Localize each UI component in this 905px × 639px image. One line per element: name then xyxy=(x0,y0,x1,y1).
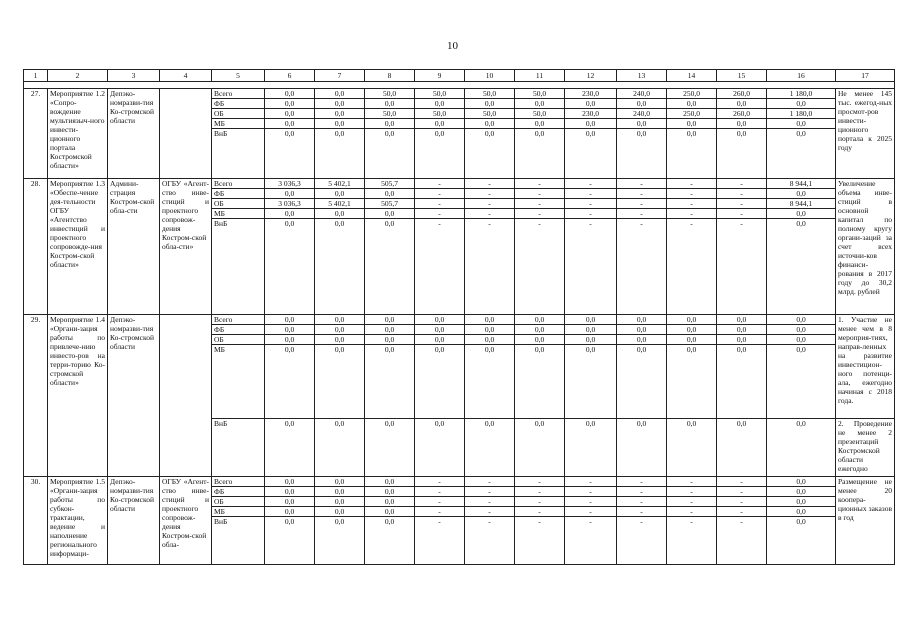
value-cell: 0,0 xyxy=(465,325,515,335)
value-cell: - xyxy=(617,477,667,487)
value-cell: 0,0 xyxy=(365,129,415,179)
header-cell: 14 xyxy=(667,70,717,82)
value-cell: - xyxy=(515,507,565,517)
value-cell: 0,0 xyxy=(465,419,515,477)
value-cell: - xyxy=(515,517,565,565)
page-number: 10 xyxy=(447,40,458,52)
header-cell: 10 xyxy=(465,70,515,82)
value-cell: 240,0 xyxy=(617,89,667,99)
value-cell: - xyxy=(515,199,565,209)
value-cell: - xyxy=(667,497,717,507)
value-cell: 0,0 xyxy=(315,517,365,565)
value-cell: - xyxy=(515,497,565,507)
value-cell: - xyxy=(717,179,767,189)
value-cell: 0,0 xyxy=(515,345,565,419)
value-cell: 0,0 xyxy=(315,487,365,497)
value-cell: 0,0 xyxy=(565,335,617,345)
value-cell: - xyxy=(667,517,717,565)
value-cell: 0,0 xyxy=(465,345,515,419)
value-cell: 0,0 xyxy=(667,419,717,477)
executor-cell: Админи-страция Костром-ской обла-сти xyxy=(108,179,160,315)
value-cell: 0,0 xyxy=(515,99,565,109)
value-cell: 505,7 xyxy=(365,179,415,189)
value-cell: 0,0 xyxy=(315,325,365,335)
value-cell: - xyxy=(667,199,717,209)
value-cell: - xyxy=(465,189,515,199)
value-cell: 0,0 xyxy=(617,99,667,109)
value-cell: 0,0 xyxy=(565,325,617,335)
header-cell: 8 xyxy=(365,70,415,82)
value-cell: 0,0 xyxy=(767,129,836,179)
value-cell: 0,0 xyxy=(315,89,365,99)
value-cell: - xyxy=(717,487,767,497)
header-cell: 12 xyxy=(565,70,617,82)
value-cell: - xyxy=(465,209,515,219)
funding-source: МБ xyxy=(212,345,265,419)
header-cell: 9 xyxy=(415,70,465,82)
value-cell: 0,0 xyxy=(265,477,315,487)
header-cell: 3 xyxy=(108,70,160,82)
value-cell: - xyxy=(515,189,565,199)
value-cell: 0,0 xyxy=(315,129,365,179)
value-cell: 0,0 xyxy=(465,335,515,345)
value-cell: 50,0 xyxy=(415,89,465,99)
value-cell: 0,0 xyxy=(565,119,617,129)
value-cell: 0,0 xyxy=(315,497,365,507)
value-cell: 0,0 xyxy=(767,325,836,335)
value-cell: 0,0 xyxy=(617,129,667,179)
value-cell: 0,0 xyxy=(767,477,836,487)
value-cell: - xyxy=(415,189,465,199)
value-cell: 0,0 xyxy=(265,335,315,345)
value-cell: 250,0 xyxy=(667,89,717,99)
participant-cell: ОГБУ «Агент-ство инве-стиций и проектного сопровож-дения Костром-ской обла- xyxy=(160,477,212,565)
value-cell: - xyxy=(667,487,717,497)
table-row xyxy=(24,89,895,99)
executor-cell: Депэко-номразви-тия Ко-стромской области xyxy=(108,315,160,477)
value-cell: - xyxy=(465,179,515,189)
value-cell: 0,0 xyxy=(365,345,415,419)
funding-source: МБ xyxy=(212,209,265,219)
value-cell: 0,0 xyxy=(265,129,315,179)
value-cell: 0,0 xyxy=(465,99,515,109)
value-cell: 0,0 xyxy=(617,345,667,419)
value-cell: 0,0 xyxy=(265,209,315,219)
value-cell: 0,0 xyxy=(515,315,565,325)
header-cell: 13 xyxy=(617,70,667,82)
value-cell: 0,0 xyxy=(767,487,836,497)
value-cell: 50,0 xyxy=(365,89,415,99)
value-cell: - xyxy=(617,507,667,517)
funding-source: Всего xyxy=(212,315,265,325)
funding-source: ФБ xyxy=(212,325,265,335)
value-cell: 230,0 xyxy=(565,89,617,99)
value-cell: 0,0 xyxy=(767,189,836,199)
row-number: 27. xyxy=(24,89,48,179)
value-cell: - xyxy=(415,209,465,219)
value-cell: - xyxy=(515,179,565,189)
value-cell: 0,0 xyxy=(767,335,836,345)
table-row xyxy=(24,477,895,487)
activity-cell: Мероприятие 1.5 «Органи-зация работы по субкон-трактации, ведение и наполнение регионального информаци- xyxy=(48,477,108,565)
value-cell: 0,0 xyxy=(767,219,836,315)
value-cell: 0,0 xyxy=(365,325,415,335)
value-cell: 505,7 xyxy=(365,199,415,209)
value-cell: 0,0 xyxy=(265,109,315,119)
value-cell: - xyxy=(565,199,617,209)
value-cell: - xyxy=(415,487,465,497)
value-cell: 50,0 xyxy=(515,109,565,119)
value-cell: - xyxy=(515,487,565,497)
funding-source: ОБ xyxy=(212,497,265,507)
value-cell: 0,0 xyxy=(265,419,315,477)
value-cell: - xyxy=(465,507,515,517)
participant-cell: ОГБУ «Агент-ство инве-стиций и проектного сопровож-дения Костром-ской обла-сти» xyxy=(160,179,212,315)
value-cell: 0,0 xyxy=(465,129,515,179)
value-cell: - xyxy=(617,189,667,199)
value-cell: 240,0 xyxy=(617,109,667,119)
value-cell: 0,0 xyxy=(265,119,315,129)
value-cell: 0,0 xyxy=(617,119,667,129)
value-cell: - xyxy=(465,199,515,209)
result-cell: Увеличение объема инве-стиций в основной капитал по полному кругу органи-заций за счет всех источни-ков финанси-рования в 2017 году до 30,2 млрд. рублей xyxy=(836,179,895,315)
value-cell: - xyxy=(415,219,465,315)
value-cell: 0,0 xyxy=(365,209,415,219)
value-cell: - xyxy=(667,477,717,487)
funding-source: ФБ xyxy=(212,487,265,497)
value-cell: - xyxy=(617,179,667,189)
value-cell: 0,0 xyxy=(667,119,717,129)
value-cell: 0,0 xyxy=(667,129,717,179)
value-cell: - xyxy=(617,219,667,315)
value-cell: 250,0 xyxy=(667,109,717,119)
value-cell: 0,0 xyxy=(315,119,365,129)
value-cell: - xyxy=(465,517,515,565)
value-cell: 0,0 xyxy=(265,497,315,507)
value-cell: 50,0 xyxy=(465,109,515,119)
value-cell: - xyxy=(415,477,465,487)
value-cell: 50,0 xyxy=(365,109,415,119)
value-cell: 0,0 xyxy=(767,119,836,129)
value-cell: 0,0 xyxy=(767,209,836,219)
spacer-row xyxy=(24,82,895,89)
value-cell: 0,0 xyxy=(365,189,415,199)
value-cell: - xyxy=(415,199,465,209)
header-cell: 6 xyxy=(265,70,315,82)
value-cell: 0,0 xyxy=(717,315,767,325)
value-cell: 0,0 xyxy=(717,119,767,129)
header-cell: 7 xyxy=(315,70,365,82)
value-cell: 0,0 xyxy=(365,419,415,477)
program-activities-table xyxy=(23,69,895,565)
value-cell: 0,0 xyxy=(767,419,836,477)
value-cell: - xyxy=(565,209,617,219)
value-cell: 0,0 xyxy=(265,189,315,199)
value-cell: 0,0 xyxy=(617,325,667,335)
value-cell: 50,0 xyxy=(465,89,515,99)
value-cell: 0,0 xyxy=(265,315,315,325)
value-cell: - xyxy=(667,209,717,219)
funding-source: ВнБ xyxy=(212,517,265,565)
value-cell: 0,0 xyxy=(315,315,365,325)
funding-source: ФБ xyxy=(212,99,265,109)
participant-cell xyxy=(160,315,212,477)
result-cell: Размещение не менее 20 коопера-ционных заказов в год xyxy=(836,477,895,565)
value-cell: - xyxy=(465,497,515,507)
spacer-cell xyxy=(24,82,895,89)
value-cell: 0,0 xyxy=(265,325,315,335)
value-cell: 0,0 xyxy=(465,119,515,129)
value-cell: 50,0 xyxy=(515,89,565,99)
value-cell: 3 036,3 xyxy=(265,199,315,209)
value-cell: 0,0 xyxy=(315,477,365,487)
value-cell: 0,0 xyxy=(515,119,565,129)
result-cell-2: 2. Проведение не менее 2 презентаций Костромской области ежегодно xyxy=(836,419,895,477)
value-cell: 0,0 xyxy=(365,315,415,325)
value-cell: 1 180,0 xyxy=(767,109,836,119)
funding-source: МБ xyxy=(212,119,265,129)
value-cell: 1 180,0 xyxy=(767,89,836,99)
value-cell: 0,0 xyxy=(315,219,365,315)
value-cell: 0,0 xyxy=(767,497,836,507)
header-cell: 11 xyxy=(515,70,565,82)
value-cell: - xyxy=(415,507,465,517)
value-cell: 0,0 xyxy=(415,129,465,179)
value-cell: - xyxy=(717,497,767,507)
value-cell: - xyxy=(565,189,617,199)
value-cell: 0,0 xyxy=(265,487,315,497)
value-cell: - xyxy=(565,497,617,507)
value-cell: 0,0 xyxy=(717,325,767,335)
value-cell: 0,0 xyxy=(617,419,667,477)
value-cell: - xyxy=(717,199,767,209)
value-cell: - xyxy=(515,219,565,315)
value-cell: 0,0 xyxy=(515,129,565,179)
value-cell: 8 944,1 xyxy=(767,199,836,209)
value-cell: - xyxy=(717,209,767,219)
value-cell: 8 944,1 xyxy=(767,179,836,189)
value-cell: - xyxy=(667,189,717,199)
value-cell: - xyxy=(565,219,617,315)
executor-cell: Депэко-номразви-тия Ко-стромской области xyxy=(108,89,160,179)
table-row xyxy=(24,179,895,189)
value-cell: 0,0 xyxy=(315,345,365,419)
value-cell: 3 036,3 xyxy=(265,179,315,189)
value-cell: 0,0 xyxy=(767,507,836,517)
value-cell: - xyxy=(465,477,515,487)
value-cell: - xyxy=(717,189,767,199)
header-row xyxy=(24,70,895,82)
funding-source: ВнБ xyxy=(212,129,265,179)
value-cell: - xyxy=(565,179,617,189)
value-cell: - xyxy=(617,487,667,497)
value-cell: - xyxy=(617,517,667,565)
value-cell: 50,0 xyxy=(415,109,465,119)
activity-cell: Мероприятие 1.2 «Сопро-вождение мультиязыч-ного инвести-ционного портала Костромской области» xyxy=(48,89,108,179)
value-cell: 0,0 xyxy=(415,419,465,477)
value-cell: 0,0 xyxy=(667,315,717,325)
value-cell: 0,0 xyxy=(717,335,767,345)
value-cell: 0,0 xyxy=(315,189,365,199)
value-cell: 0,0 xyxy=(565,99,617,109)
value-cell: - xyxy=(617,199,667,209)
participant-cell xyxy=(160,89,212,179)
value-cell: 0,0 xyxy=(365,517,415,565)
value-cell: 0,0 xyxy=(465,315,515,325)
value-cell: - xyxy=(465,487,515,497)
activity-cell: Мероприятие 1.4 «Органи-зация работы по привлече-нию инвесто-ров на терри-торию Ко-стромской области» xyxy=(48,315,108,477)
value-cell: - xyxy=(565,477,617,487)
value-cell: 0,0 xyxy=(415,119,465,129)
value-cell: 0,0 xyxy=(315,507,365,517)
header-cell: 17 xyxy=(836,70,895,82)
value-cell: 0,0 xyxy=(667,325,717,335)
value-cell: - xyxy=(667,219,717,315)
header-cell: 1 xyxy=(24,70,48,82)
value-cell: 0,0 xyxy=(515,325,565,335)
value-cell: 0,0 xyxy=(565,345,617,419)
value-cell: 0,0 xyxy=(315,209,365,219)
value-cell: 0,0 xyxy=(667,99,717,109)
value-cell: 0,0 xyxy=(315,99,365,109)
value-cell: 0,0 xyxy=(315,419,365,477)
value-cell: 0,0 xyxy=(315,109,365,119)
funding-source: Всего xyxy=(212,89,265,99)
value-cell: 0,0 xyxy=(365,487,415,497)
value-cell: 0,0 xyxy=(767,517,836,565)
value-cell: - xyxy=(717,219,767,315)
value-cell: 0,0 xyxy=(265,89,315,99)
value-cell: 0,0 xyxy=(717,129,767,179)
funding-source: ВнБ xyxy=(212,219,265,315)
value-cell: - xyxy=(667,179,717,189)
value-cell: - xyxy=(617,497,667,507)
header-cell: 16 xyxy=(767,70,836,82)
value-cell: - xyxy=(415,497,465,507)
value-cell: 0,0 xyxy=(415,315,465,325)
value-cell: 230,0 xyxy=(565,109,617,119)
value-cell: 5 402,1 xyxy=(315,199,365,209)
value-cell: 0,0 xyxy=(515,335,565,345)
value-cell: - xyxy=(515,477,565,487)
value-cell: 0,0 xyxy=(365,497,415,507)
result-cell: Не менее 145 тыс. ежегод-ных просмот-ров инвести-ционного портала к 2025 году xyxy=(836,89,895,179)
value-cell: 0,0 xyxy=(767,315,836,325)
value-cell: 0,0 xyxy=(365,507,415,517)
value-cell: 0,0 xyxy=(767,345,836,419)
funding-source: ФБ xyxy=(212,189,265,199)
value-cell: - xyxy=(565,507,617,517)
value-cell: 0,0 xyxy=(365,477,415,487)
funding-source: ОБ xyxy=(212,109,265,119)
value-cell: - xyxy=(617,209,667,219)
value-cell: 260,0 xyxy=(717,89,767,99)
value-cell: - xyxy=(515,209,565,219)
value-cell: 0,0 xyxy=(617,335,667,345)
value-cell: 0,0 xyxy=(265,517,315,565)
value-cell: 0,0 xyxy=(415,99,465,109)
value-cell: 0,0 xyxy=(667,345,717,419)
value-cell: 0,0 xyxy=(265,219,315,315)
funding-source: Всего xyxy=(212,179,265,189)
value-cell: - xyxy=(667,507,717,517)
row-number: 28. xyxy=(24,179,48,315)
row-number: 30. xyxy=(24,477,48,565)
funding-source: Всего xyxy=(212,477,265,487)
result-cell: 1. Участие не менее чем в 8 мероприя-тиях, направ-ленных на развитие инвестицион-ного потенци-ала, ежегодно начиная с 2018 года. xyxy=(836,315,895,419)
value-cell: 0,0 xyxy=(365,99,415,109)
value-cell: 0,0 xyxy=(415,325,465,335)
value-cell: - xyxy=(565,517,617,565)
value-cell: - xyxy=(717,477,767,487)
value-cell: 0,0 xyxy=(315,335,365,345)
value-cell: 0,0 xyxy=(767,99,836,109)
header-cell: 15 xyxy=(717,70,767,82)
value-cell: 0,0 xyxy=(415,345,465,419)
funding-source: ОБ xyxy=(212,199,265,209)
value-cell: 0,0 xyxy=(717,99,767,109)
value-cell: 0,0 xyxy=(515,419,565,477)
value-cell: 260,0 xyxy=(717,109,767,119)
value-cell: - xyxy=(717,507,767,517)
header-cell: 2 xyxy=(48,70,108,82)
value-cell: 0,0 xyxy=(717,419,767,477)
value-cell: 0,0 xyxy=(265,507,315,517)
value-cell: - xyxy=(717,517,767,565)
funding-source: ОБ xyxy=(212,335,265,345)
value-cell: 0,0 xyxy=(365,219,415,315)
value-cell: 0,0 xyxy=(265,99,315,109)
executor-cell: Депэко-номразви-тия Ко-стромской области xyxy=(108,477,160,565)
value-cell: - xyxy=(415,517,465,565)
value-cell: 0,0 xyxy=(365,119,415,129)
funding-source: ВнБ xyxy=(212,419,265,477)
row-number: 29. xyxy=(24,315,48,477)
value-cell: 0,0 xyxy=(717,345,767,419)
value-cell: 5 402,1 xyxy=(315,179,365,189)
value-cell: 0,0 xyxy=(617,315,667,325)
table-row xyxy=(24,315,895,325)
value-cell: 0,0 xyxy=(565,315,617,325)
value-cell: 0,0 xyxy=(415,335,465,345)
value-cell: - xyxy=(565,487,617,497)
value-cell: - xyxy=(415,179,465,189)
value-cell: 0,0 xyxy=(565,419,617,477)
value-cell: 0,0 xyxy=(565,129,617,179)
value-cell: - xyxy=(465,219,515,315)
funding-source: МБ xyxy=(212,507,265,517)
header-cell: 4 xyxy=(160,70,212,82)
activity-cell: Мероприятие 1.3 «Обеспе-чение дея-тельности ОГБУ «Агентство инвестиций и проектного сопровожде-ния Костром-ской области» xyxy=(48,179,108,315)
header-cell: 5 xyxy=(212,70,265,82)
value-cell: 0,0 xyxy=(365,335,415,345)
value-cell: 0,0 xyxy=(667,335,717,345)
value-cell: 0,0 xyxy=(265,345,315,419)
